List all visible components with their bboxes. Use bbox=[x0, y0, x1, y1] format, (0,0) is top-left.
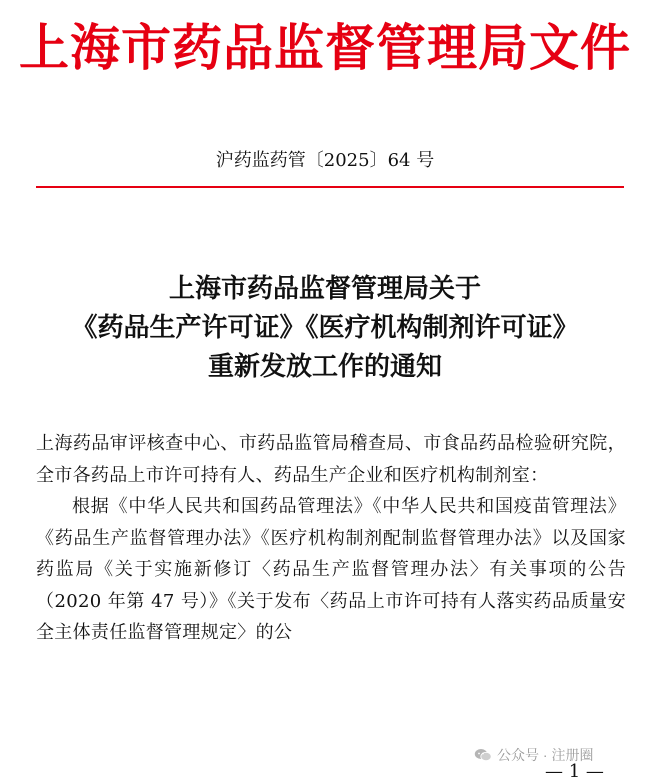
document-body bbox=[36, 428, 626, 649]
title-line-2: 《药品生产许可证》《医疗机构制剂许可证》 bbox=[71, 313, 579, 343]
title-line-1: 上海市药品监督管理局关于 bbox=[168, 274, 481, 304]
salutation: 上海药品审评核查中心、市药品监管局稽查局、市食品药品检验研究院，全市各药品上市许可持有人、药品生产企业和医疗机构制剂室： bbox=[36, 433, 626, 486]
page-number: — 1 — bbox=[545, 761, 604, 782]
wechat-icon bbox=[474, 748, 492, 762]
red-separator-line bbox=[36, 186, 624, 188]
body-paragraph-1: 根据《中华人民共和国药品管理法》《中华人民共和国疫苗管理法》《药品生产监督管理办法》《医疗机构制剂配制监督管理办法》以及国家药监局《关于实施新修订〈药品生产监督管理办法〉有关事项的公告（2020 年第 47 号）》《关于发布〈药品上市许可持有人落实药品质量安全主体责任监督管理规定〉的公 bbox=[36, 496, 626, 643]
document-number: 沪药监药管〔2025〕64 号 bbox=[215, 150, 435, 171]
title-line-3: 重新发放工作的通知 bbox=[207, 352, 442, 382]
watermark-text: 公众号 · 注册圈 bbox=[497, 747, 594, 763]
masthead-title: 上海市药品监督管理局文件 bbox=[19, 18, 631, 77]
notice-title bbox=[0, 270, 650, 387]
